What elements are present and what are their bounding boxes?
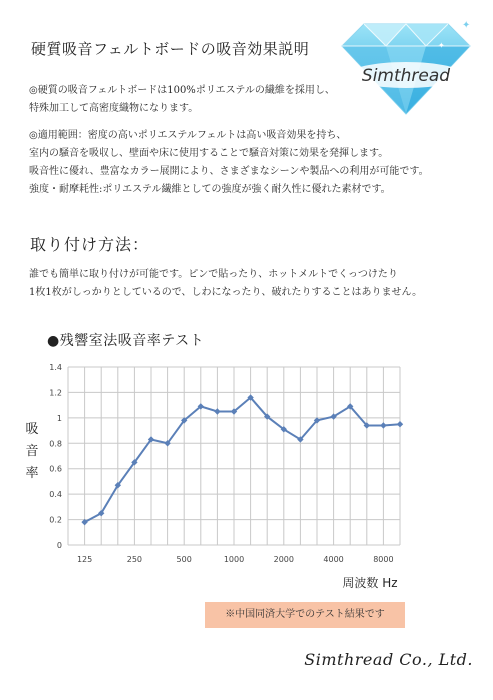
x-tick-label: 4000 xyxy=(323,555,344,564)
y-tick-label: 0.2 xyxy=(49,515,62,525)
absorption-chart xyxy=(0,355,493,595)
x-tick-label: 250 xyxy=(126,555,143,564)
x-tick-label: 500 xyxy=(176,555,192,564)
y-axis-label-char: 吸 xyxy=(25,422,39,437)
scope-line: 室内の騒音を吸収し、壁面や床に使用することで騒音対策に効果を発揮します。 xyxy=(29,148,389,159)
intro-line: 特殊加工して高密度織物になります。 xyxy=(29,103,199,114)
y-axis-label xyxy=(25,422,38,481)
scope-line: 吸音性に優れ、豊富なカラー展開により、さまざまなシーンや製品への利用が可能です。 xyxy=(29,166,429,177)
data-point xyxy=(214,408,220,414)
x-axis-label: 周波数 Hz xyxy=(342,576,398,590)
brand-name: Simthread Co., Ltd. xyxy=(304,650,473,669)
logo-text: Simthread xyxy=(361,66,451,86)
y-axis-label-char: 音 xyxy=(25,444,39,459)
y-tick-label: 0 xyxy=(56,541,62,550)
series-points xyxy=(81,394,403,525)
x-axis-ticks xyxy=(77,555,394,564)
installation-text xyxy=(29,266,422,302)
y-axis-label-char: 率 xyxy=(25,466,39,481)
y-axis-ticks xyxy=(49,363,62,550)
data-point xyxy=(380,422,386,428)
chart-title: ●残響室法吸音率テスト xyxy=(47,333,205,349)
diamond-logo xyxy=(336,14,476,119)
y-tick-label: 1 xyxy=(56,413,62,423)
page-title: 硬質吸音フェルトボードの吸音効果説明 xyxy=(31,40,310,58)
scope-line: 強度・耐摩耗性:ポリエステル繊維としての強度が強く耐久性に優れた素材です。 xyxy=(29,184,391,195)
intro-line: ◎硬質の吸音フェルトボードは100%ポリエステルの繊維を採用し、 xyxy=(29,85,335,96)
y-tick-label: 0.8 xyxy=(49,439,62,449)
installation-heading: 取り付け方法： xyxy=(30,235,150,254)
installation-line: 1枚1枚がしっかりとしているので、しわになったり、破れたりすることはありません。 xyxy=(29,287,423,298)
y-tick-label: 0.4 xyxy=(49,490,62,500)
x-tick-label: 1000 xyxy=(223,555,245,564)
y-tick-label: 1.2 xyxy=(49,388,62,398)
y-tick-label: 0.6 xyxy=(49,464,62,474)
y-tick-label: 1.4 xyxy=(49,363,62,372)
x-tick-label: 8000 xyxy=(373,555,394,564)
test-note: ※中国同済大学でのテスト結果です xyxy=(205,602,405,628)
intro-text xyxy=(29,82,335,118)
x-tick-label: 2000 xyxy=(273,555,294,564)
scope-line: ◎適用範囲：密度の高いポリエステルフェルトは高い吸音効果を持ち、 xyxy=(29,130,347,141)
x-tick-label: 125 xyxy=(76,555,93,564)
installation-line: 誰でも簡単に取り付けが可能です。ピンで貼ったり、ホットメルトでくっつけたり xyxy=(29,269,398,280)
chart-grid xyxy=(68,367,400,545)
series-line xyxy=(85,398,400,523)
svg-text:✦: ✦ xyxy=(438,41,445,50)
scope-text xyxy=(29,127,429,199)
data-point xyxy=(397,421,403,427)
svg-text:✦: ✦ xyxy=(462,20,471,31)
